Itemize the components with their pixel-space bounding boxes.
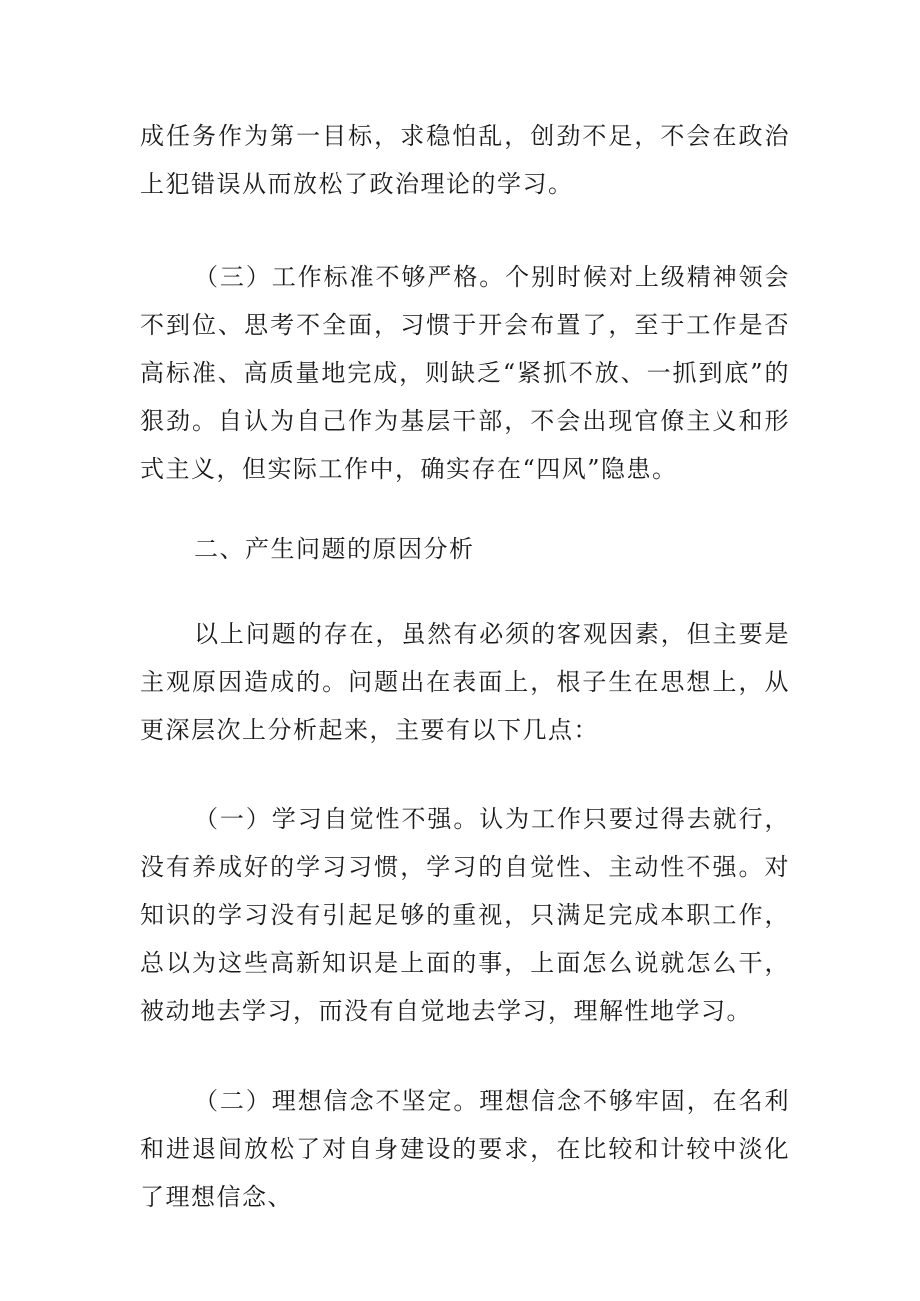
paragraph-cause-intro: 以上问题的存在，虽然有必须的客观因素，但主要是主观原因造成的。问题出在表面上，根子生在思想上，从更深层次上分析起来，主要有以下几点： [140, 620, 790, 744]
paragraph-ideals-beliefs: （二）理想信念不坚定。理想信念不够牢固，在名利和进退间放松了对自身建设的要求，在比较和计较中淡化了理想信念、 [140, 1087, 790, 1211]
section-heading-cause-analysis: 二、产生问题的原因分析 [194, 535, 475, 563]
paragraph-work-standards: （三）工作标准不够严格。个别时候对上级精神领会不到位、思考不全面，习惯于开会布置了，至于工作是否高标准、高质量地完成，则缺乏“紧抓不放、一抓到底”的狠劲。自认为自己作为基层干部，不会出现官僚主义和形式主义，但实际工作中，确实存在“四风”隐患。 [140, 263, 790, 483]
paragraph-study-awareness: （一）学习自觉性不强。认为工作只要过得去就行，没有养成好的学习习惯，学习的自觉性、主动性不强。对知识的学习没有引起足够的重视，只满足完成本职工作，总以为这些高新知识是上面的事，上面怎么说就怎么干，被动地去学习，而没有自觉地去学习，理解性地学习。 [140, 805, 790, 1025]
paragraph-continuation: 成任务作为第一目标，求稳怕乱，创劲不足，不会在政治上犯错误从而放松了政治理论的学习。 [140, 122, 790, 198]
